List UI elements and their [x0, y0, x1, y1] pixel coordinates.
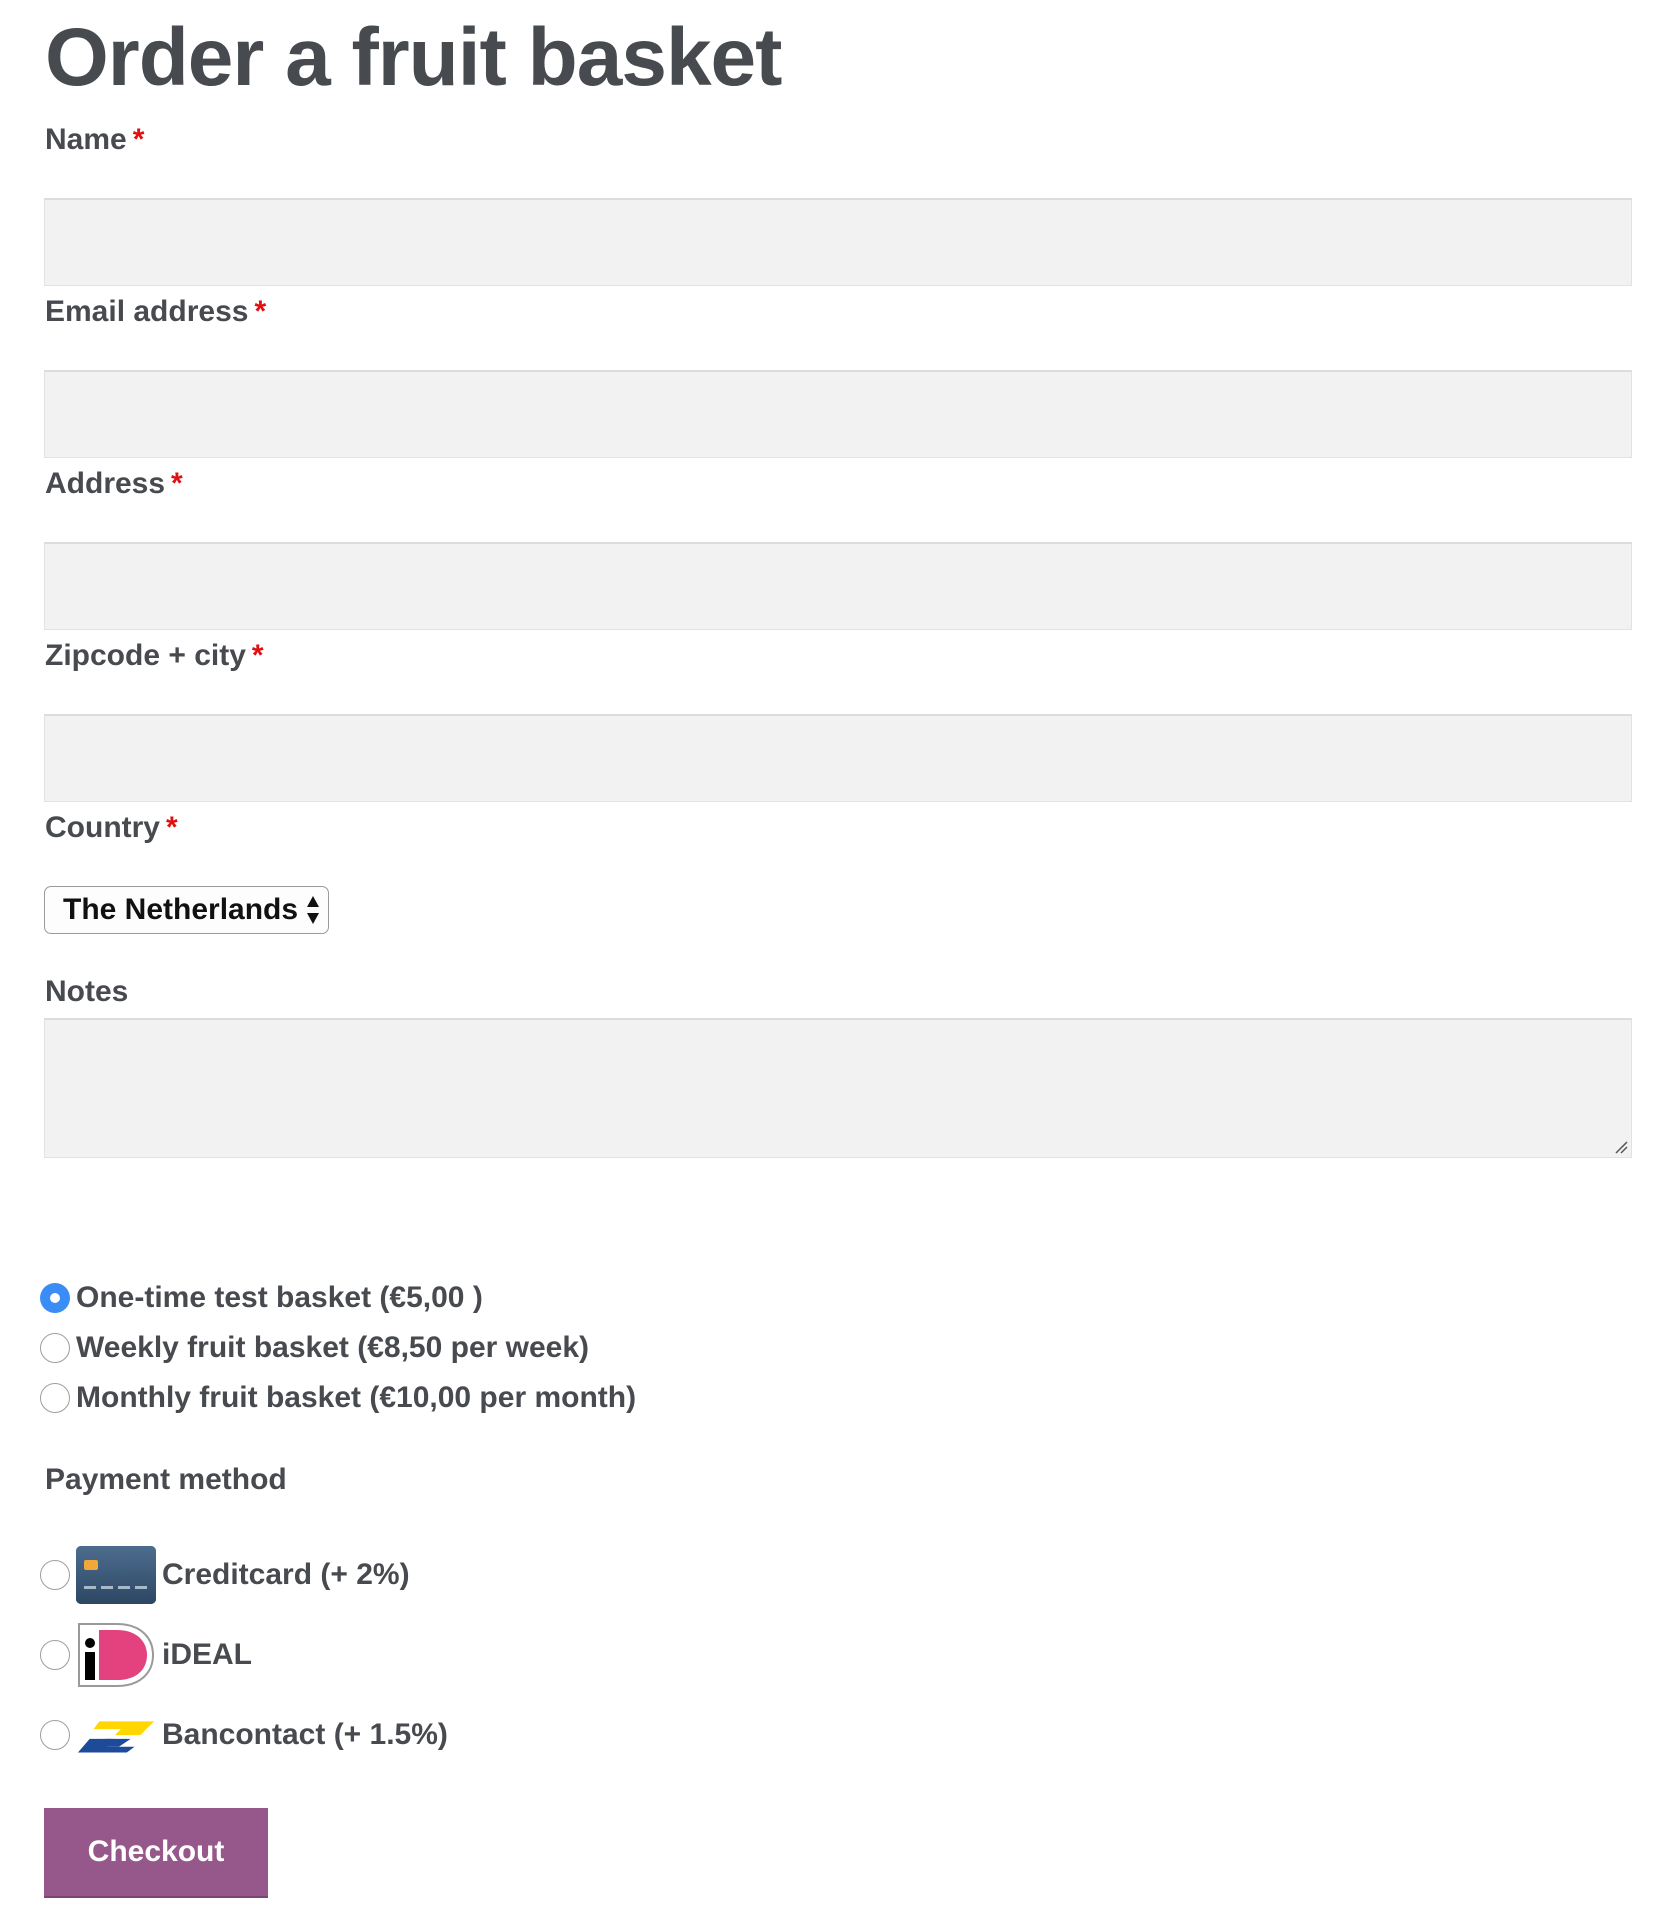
email-label — [45, 292, 266, 332]
zipcode-city-label — [45, 636, 264, 676]
country-label — [45, 808, 178, 848]
required-marker: * — [254, 295, 267, 328]
required-marker: * — [171, 467, 183, 500]
resize-grip-icon[interactable] — [1614, 1140, 1628, 1154]
payment-radio-creditcard[interactable] — [40, 1560, 70, 1590]
required-marker: * — [166, 811, 178, 844]
payment-radio-bancontact[interactable] — [40, 1720, 70, 1750]
email-input[interactable] — [44, 370, 1632, 458]
product-label: Monthly fruit basket (€10,00 per month) — [76, 1381, 637, 1414]
product-option[interactable] — [40, 1278, 483, 1318]
product-radio-weekly[interactable] — [40, 1333, 70, 1363]
payment-radio-ideal[interactable] — [40, 1640, 70, 1670]
payment-label: Creditcard (+ 2%) — [162, 1558, 410, 1591]
payment-option-creditcard[interactable] — [40, 1540, 410, 1610]
address-input[interactable] — [44, 542, 1632, 630]
bancontact-logo-icon — [76, 1700, 156, 1770]
address-label — [45, 464, 183, 504]
payment-method-heading-text: Payment method — [45, 1463, 287, 1496]
notes-label — [45, 972, 128, 1012]
product-label: One-time test basket (€5,00 ) — [76, 1281, 483, 1314]
product-option[interactable] — [40, 1378, 636, 1418]
payment-option-ideal[interactable] — [40, 1620, 252, 1690]
product-radio-onetime[interactable] — [40, 1283, 70, 1313]
notes-textarea[interactable] — [44, 1018, 1632, 1158]
required-marker: * — [251, 639, 264, 672]
required-marker: * — [132, 123, 145, 156]
payment-label: Bancontact (+ 1.5%) — [162, 1718, 448, 1751]
product-label: Weekly fruit basket (€8,50 per week) — [76, 1331, 590, 1364]
name-input[interactable] — [44, 198, 1632, 286]
checkout-button[interactable]: Checkout — [44, 1808, 268, 1898]
name-label-text: Name — [45, 123, 127, 156]
product-radio-monthly[interactable] — [40, 1383, 70, 1413]
zipcode-city-label-text: Zipcode + city — [45, 639, 246, 672]
address-label-text: Address — [45, 467, 166, 500]
country-label-text: Country — [45, 811, 160, 844]
zipcode-city-input[interactable] — [44, 714, 1632, 802]
ideal-logo-icon — [76, 1620, 156, 1690]
payment-method-heading — [45, 1460, 287, 1500]
creditcard-icon — [76, 1540, 156, 1610]
notes-label-text: Notes — [45, 975, 129, 1008]
payment-option-bancontact[interactable] — [40, 1700, 448, 1770]
country-select-value: The Netherlands — [63, 893, 299, 926]
name-label — [45, 120, 144, 160]
select-arrows-icon — [306, 894, 320, 926]
country-select[interactable] — [44, 886, 329, 934]
page-title: Order a fruit basket — [45, 12, 782, 103]
email-label-text: Email address — [45, 295, 249, 328]
payment-label: iDEAL — [162, 1638, 252, 1671]
product-option[interactable] — [40, 1328, 589, 1368]
